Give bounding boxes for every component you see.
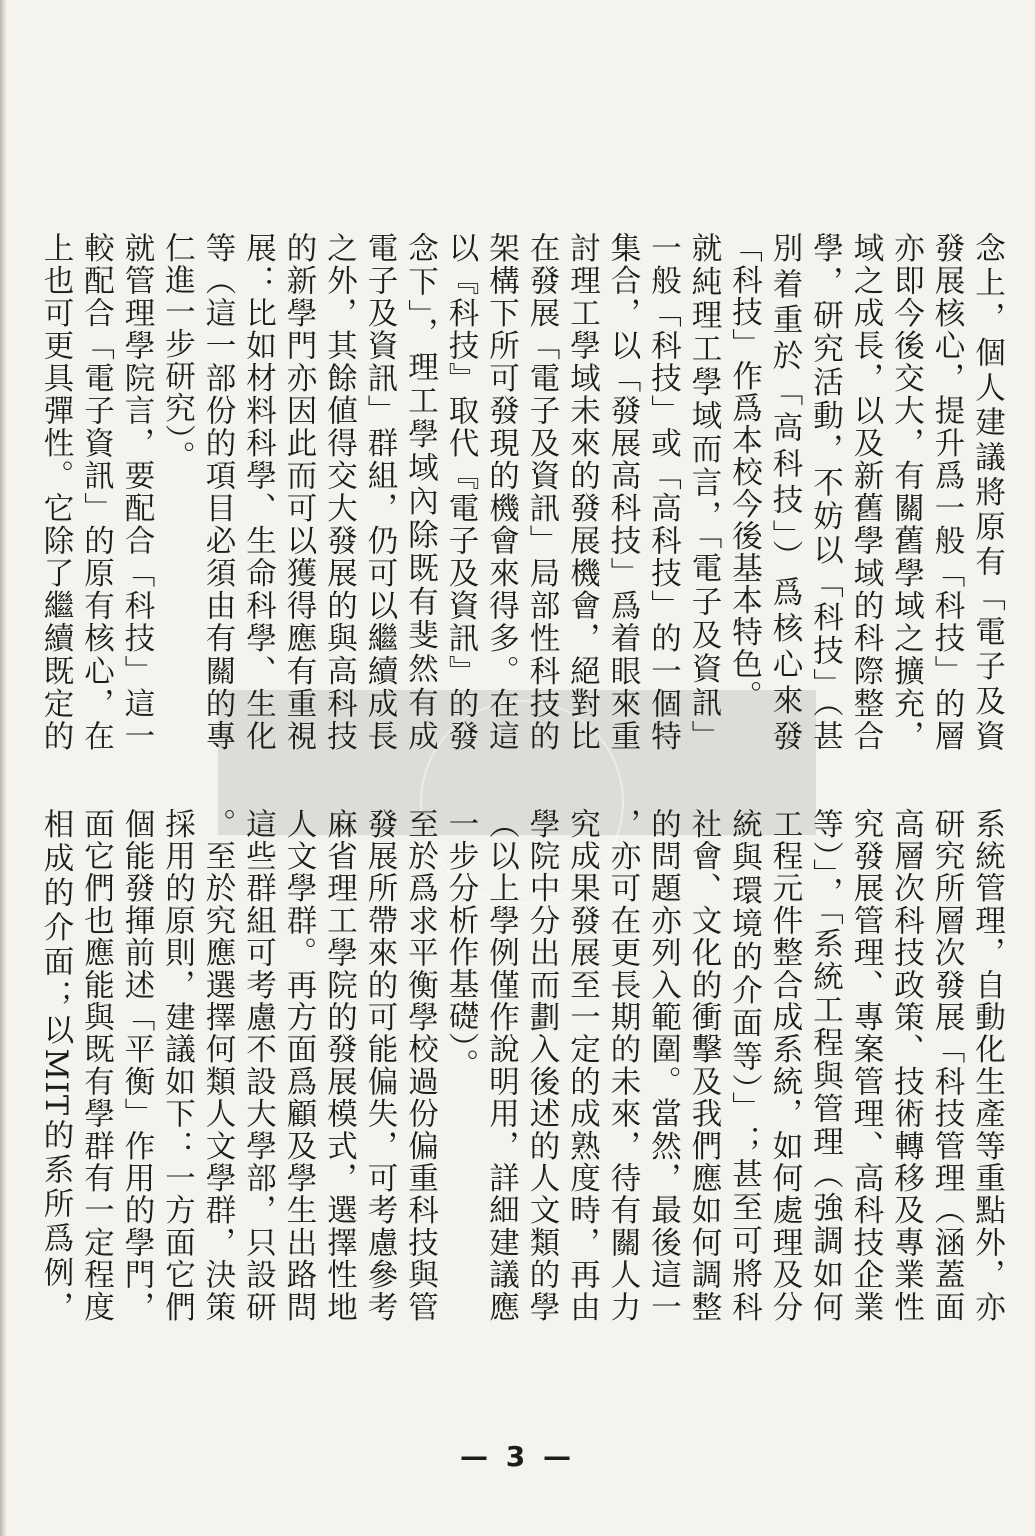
text-column: 社會、文化的衝擊及我們應如何調整 — [686, 808, 721, 1323]
text-column: 發展所帶來的可能偏失，可考慮參考 — [362, 808, 397, 1323]
text-column: 上也可更具彈性。它除了繼續既定的 — [38, 232, 73, 752]
text-column: 的問題亦列入範圍。當然，最後這一 — [645, 808, 681, 1323]
text-column: 電子及資訊」群組，仍可以繼續成長 — [362, 232, 397, 752]
text-column: ，亦可在更長期的未來，待有關人力 — [605, 808, 640, 1323]
page-number: — 3 — — [460, 1440, 575, 1473]
text-column: 念下」，理工學域內除既有斐然有成 — [402, 232, 438, 752]
text-column: 域之成長，以及新舊學域的科際整合 — [848, 232, 883, 752]
text-column: 高層次科技政策、技術轉移及專業性 — [888, 808, 924, 1323]
text-column: 發展核心，提升爲一般「科技」的層 — [929, 232, 964, 752]
text-column: 別着重於「高科技」）爲核心來發 — [767, 232, 802, 752]
text-column: 等）」，「系統工程與管理（強調如何 — [807, 808, 843, 1323]
text-column: 仁進一步研究）。 — [159, 232, 195, 473]
text-column: 之外，其餘値得交大發展的與高科技 — [321, 232, 357, 752]
page-edge — [0, 0, 6, 1536]
text-column: 個能發揮前述「平衡」作用的學門， — [119, 808, 154, 1323]
text-column: 等（這一部份的項目必須由有關的專 — [200, 232, 235, 752]
text-column: 討理工學域未來的發展機會，絕對比 — [564, 232, 600, 752]
text-column: 。至於究應選擇何類人文學群，決策 — [200, 808, 235, 1323]
text-column: 系統管理，自動化生產等重點外，亦 — [969, 808, 1005, 1323]
text-column: 一般「科技」或「高科技」的一個特 — [645, 232, 681, 752]
text-column: 展：比如材料科學、生命科學、生化 — [240, 232, 276, 752]
text-column: 採用的原則，建議如下：一方面它們 — [159, 808, 195, 1323]
text-column: 架構下所可發現的機會來得多。在這 — [483, 232, 519, 752]
text-column: 研究所層次發展「科技管理（涵蓋面 — [929, 808, 964, 1323]
text-column: 集合，以「發展高科技」爲着眼來重 — [605, 232, 640, 752]
text-column: 學院中分出而劃入後述的人文類的學 — [524, 808, 559, 1323]
text-column: 「科技」作爲本校今後基本特色。 — [726, 232, 762, 712]
text-column: 以『科技』取代『電子及資訊』的發 — [443, 232, 478, 752]
text-column: 麻省理工學院的發展模式，選擇性地 — [321, 808, 357, 1323]
text-column: （以上學例僅作說明用，詳細建議應 — [483, 808, 519, 1323]
text-column: 這些群組可考慮不設大學部，只設研 — [240, 808, 276, 1323]
text-column: 相成的介面；以MIT的系所爲例， — [38, 808, 73, 1323]
text-column: 人文學群。再方面爲顧及學生出路問 — [281, 808, 316, 1323]
text-column: 的新學門亦因此而可以獲得應有重視 — [281, 232, 316, 752]
text-column: 就純理工學域而言，「電子及資訊」 — [686, 232, 721, 752]
text-column: 學，研究活動，不妨以「科技」（甚 — [807, 232, 843, 752]
text-column: 亦即今後交大，有關舊學域之擴充， — [888, 232, 924, 752]
text-column: 一步分析作基礎）。 — [443, 808, 478, 1081]
text-column: 較配合「電子資訊」的原有核心，在 — [78, 232, 114, 752]
text-column: 統與環境的介面等）」；甚至可將科 — [726, 808, 762, 1323]
text-column: 在發展「電子及資訊」局部性科技的 — [524, 232, 559, 752]
text-column: 就管理學院言，要配合「科技」這一 — [119, 232, 154, 752]
text-column: 至於爲求平衡學校過份偏重科技與管 — [402, 808, 438, 1323]
text-column: 面它們也應能與既有學群有一定程度 — [78, 808, 114, 1323]
text-column: 究成果發展至一定的成熟度時，再由 — [564, 808, 600, 1323]
text-column: 究發展管理、專案管理、高科技企業 — [848, 808, 883, 1323]
text-column: 工程元件整合成系統，如何處理及分 — [767, 808, 802, 1323]
text-column: 念上，個人建議將原有「電子及資 — [969, 232, 1005, 752]
